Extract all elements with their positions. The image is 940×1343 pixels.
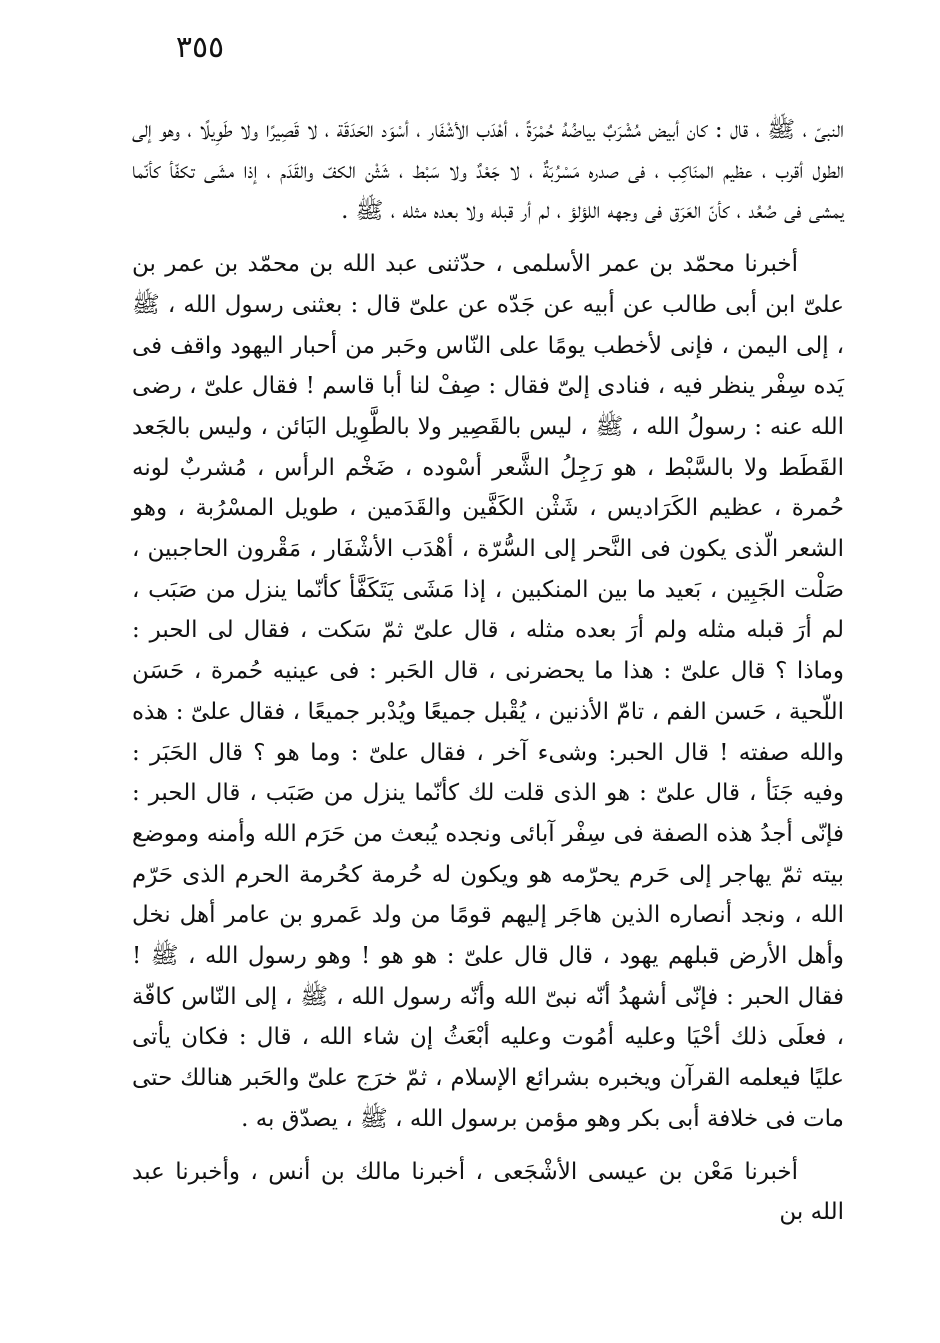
page-number: ٣٥٥ (175, 30, 225, 65)
paragraph-next-isnad: أخبرنا مَعْن بن عيسى الأشْجَعى ، أخبرنا مالك بن أنس ، وأخبرنا عبد الله بن (132, 1158, 844, 1226)
paragraph-continuation: النبىّ ، ﷺ ، قال : كان أبيض مُشْرَبٌ بياضُهُ حُمْرَةً ، أهْدَب الأشْفَار ، أسْوَد الحَدَقَة ، لا قَصِيرًا ولا طَوِيلًا ، وهو إلى الطول أقرب ، عظيم المنَاكِب ، فى صدره مَسْرُبَةٌ ، لا جَعْدٌ ولا سَبْط ، شَثْن الكفّ والقَدَم ، إذا مشَى تكفّأ كأنّما يمشى فى صُعُد ، كأنّ العَرَق فى وجهه اللؤلؤ ، لم أر قبله ولا بعده مثله ، ﷺ . (132, 117, 844, 225)
body-text (132, 110, 844, 1245)
paragraph-ali-hadith: أخبرنا محمّد بن عمر الأسلمى ، حدّثنى عبد الله بن محمّد بن عمر بن علىّ ابن أبى طالب عن أبيه عن جَدّه عن علىّ قال : بعثنى رسول الله ، ﷺ ، إلى اليمن ، فإنى لأخطب يومًا على النّاس وحَبر من أحبار اليهود واقف فى يَده سِفْر ينظر فيه ، فنادى إلىّ فقال : صِفْ لنا أبا قاسم ! فقال علىّ ، رضى الله عنه : رسولُ الله ، ﷺ ، ليس بالقَصِير ولا بالطَّوِيل البَائن ، وليس بالجَعد القَطَط ولا بالسَّبْط ، هو رَجِلُ الشَّعر أسْوده ، ضَخْم الرأس ، مُشربٌ لونه حُمرة ، عظيم الكَرَاديس ، شَثْن الكَفَّين والقَدَمين ، طويل المسْرُبة ، وهو الشعر الّذى يكون فى النَّحر إلى السُّرّة ، أهْدَب الأشْفَار ، مَقْرون الحاجبين ، صَلْت الجَبِين ، بَعيد ما بين المنكبين ، إذا مَشَى يَتَكَفَّأ كأنّما ينزل من صَبَب ، لم أرَ قبله مثله ولم أرَ بعده مثله ، قال علىّ ثمّ سَكت ، فقال لى الحبر : وماذا ؟ قال علىّ : هذا ما يحضرنى ، قال الحَبر : فى عينيه حُمرة ، حَسَن اللّحية ، حَسن الفم ، تامّ الأذنين ، يُقْبل جميعًا ويُدْبر جميعًا ، فقال علىّ : هذه والله صفته ! قال الحبر: وشىء آخر ، فقال علىّ : وما هو ؟ قال الحَبَر : وفيه جَنَأ ، قال علىّ : هو الذى قلت لك كأنّما ينزل من صَبَب ، قال الحبر : فإنّى أجدُ هذه الصفة فى سِفْر آبائى ونجده يُبعث من حَرَم الله وأمنه وموضع بيته ثمّ يهاجر إلى حَرم يحرّمه هو ويكون له حُرمة كحُرمة الحرم الذى حَرّم الله ، ونجد أنصاره الذين هاجَر إليهم قومًا من ولد عَمرو بن عامر أهل نخل وأهل الأرض قبلهم يهود ، قال قال علىّ : هو هو ! وهو رسول الله ، ﷺ ! فقال الحبر : فإنّى أشهدُ أنّه نبىّ الله وأنّه رسول الله ، ﷺ ، إلى النّاس كافّة ، فعلَى ذلك أحْيَا وعليه أمُوت وعليه أبْعَثُ إن شاء الله ، قال : فكان يأتى عليًا فيعلمه القرآن ويخبره بشرائع الإسلام ، ثمّ خرَج علىّ والحَبر هنالك حتى مات فى خلافة أبى بكر وهو مؤمن برسول الله ، ﷺ ، يصدّق به . (132, 251, 844, 1132)
